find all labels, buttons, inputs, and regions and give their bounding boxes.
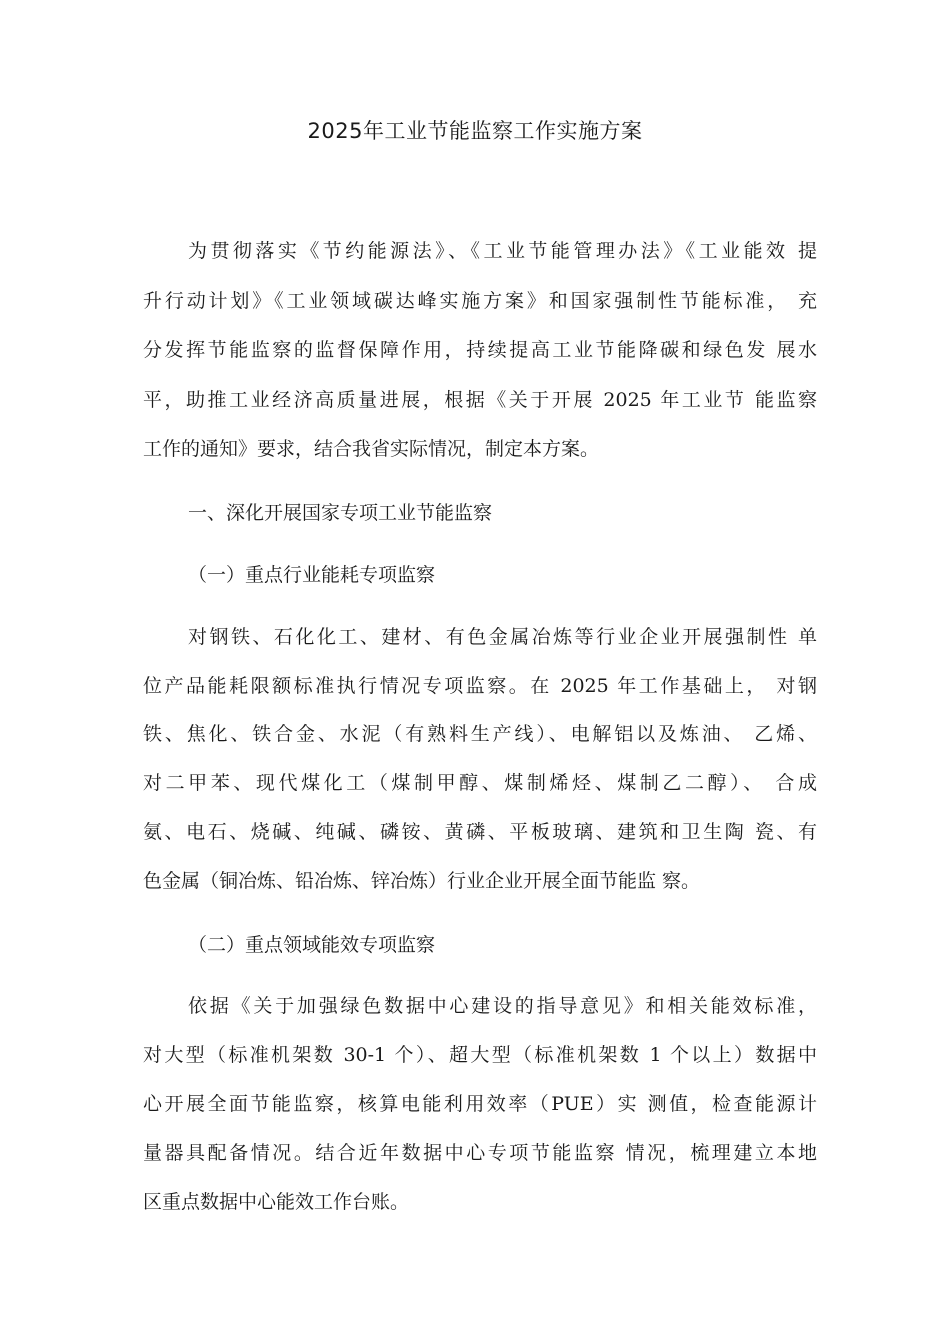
sub1-line-2: 位产品能耗限额标准执行情况专项监察。在 2025 年工作基础上， 对钢	[143, 675, 817, 697]
sub2-line-3: 心开展全面节能监察，核算电能利用效率（PUE）实 测值，检查能源计	[143, 1093, 817, 1115]
sub2-line-2: 对大型（标准机架数 30-1 个）、超大型（标准机架数 1 个以上）数据中	[143, 1044, 817, 1066]
intro-line-4: 平，助推工业经济高质量进展，根据《关于开展 2025 年工业节 能监察	[143, 389, 817, 411]
subsection-heading-2: （二）重点领域能效专项监察	[188, 934, 436, 956]
sub2-line-1: 依据《关于加强绿色数据中心建设的指导意见》和相关能效标准，	[188, 995, 817, 1017]
sub2-line-5: 区重点数据中心能效工作台账。	[143, 1191, 410, 1213]
sub2-line-4: 量器具配备情况。结合近年数据中心专项节能监察 情况，梳理建立本地	[143, 1142, 817, 1164]
subsection-heading-1: （一）重点行业能耗专项监察	[188, 564, 436, 586]
sub1-line-4: 对二甲苯、现代煤化工（煤制甲醇、煤制烯烃、煤制乙二醇）、 合成	[143, 772, 817, 794]
intro-line-3: 分发挥节能监察的监督保障作用，持续提高工业节能降碳和绿色发 展水	[143, 339, 817, 361]
sub1-line-3: 铁、焦化、铁合金、水泥（有熟料生产线）、电解铝以及炼油、 乙烯、	[143, 723, 817, 745]
intro-line-5: 工作的通知》要求，结合我省实际情况，制定本方案。	[143, 438, 600, 460]
sub1-line-5: 氨、电石、烧碱、纯碱、磷铵、黄磷、平板玻璃、建筑和卫生陶 瓷、有	[143, 821, 817, 843]
intro-line-2: 升行动计划》《工业领域碳达峰实施方案》和国家强制性节能标准， 充	[143, 290, 817, 312]
sub1-line-1: 对钢铁、石化化工、建材、有色金属冶炼等行业企业开展强制性 单	[188, 626, 817, 648]
sub1-line-6: 色金属（铜冶炼、铅冶炼、锌冶炼）行业企业开展全面节能监 察。	[143, 870, 701, 892]
section-heading-1: 一、深化开展国家专项工业节能监察	[188, 502, 493, 524]
document-title: 2025年工业节能监察工作实施方案	[307, 119, 643, 143]
intro-line-1: 为贯彻落实《节约能源法》、《工业节能管理办法》《工业能效 提	[188, 240, 817, 262]
